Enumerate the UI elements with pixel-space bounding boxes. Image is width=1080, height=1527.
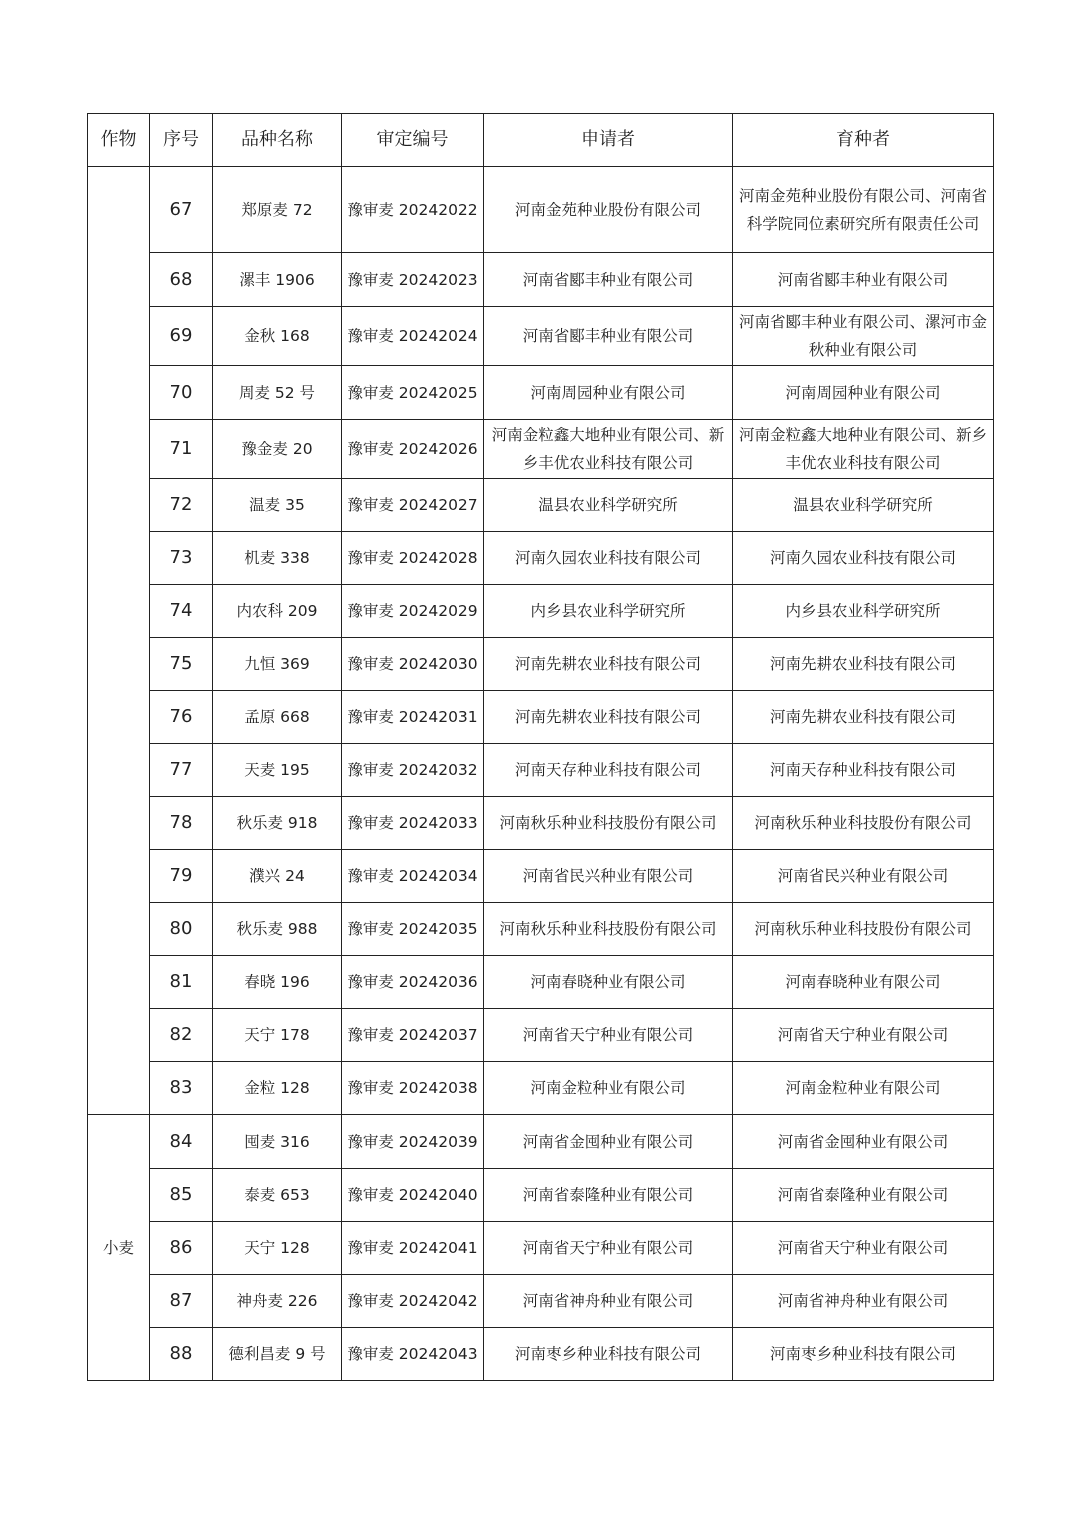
header-seq: 序号 [150, 114, 213, 167]
header-variety-name: 品种名称 [213, 114, 342, 167]
table-header-row [88, 114, 994, 167]
approval-code-cell: 豫审麦 20242034 [342, 850, 484, 903]
table-row [88, 1169, 994, 1222]
breeder-cell: 内乡县农业科学研究所 [733, 585, 994, 638]
breeder-cell: 河南周园种业有限公司 [733, 366, 994, 420]
seq-cell: 69 [150, 307, 213, 366]
seq-cell: 70 [150, 366, 213, 420]
seq-cell: 74 [150, 585, 213, 638]
approval-code-cell: 豫审麦 20242025 [342, 366, 484, 420]
seq-cell: 84 [150, 1115, 213, 1169]
applicant-cell: 河南秋乐种业科技股份有限公司 [484, 797, 733, 850]
variety-name-cell: 温麦 35 [213, 479, 342, 532]
table-row [88, 307, 994, 366]
applicant-cell: 河南省天宁种业有限公司 [484, 1009, 733, 1062]
breeder-cell: 河南久园农业科技有限公司 [733, 532, 994, 585]
seq-cell: 78 [150, 797, 213, 850]
applicant-cell: 河南省郾丰种业有限公司 [484, 253, 733, 307]
table-row [88, 1009, 994, 1062]
breeder-cell: 河南省天宁种业有限公司 [733, 1222, 994, 1275]
header-applicant: 申请者 [484, 114, 733, 167]
header-breeder: 育种者 [733, 114, 994, 167]
variety-name-cell: 豫金麦 20 [213, 420, 342, 479]
variety-name-cell: 漯丰 1906 [213, 253, 342, 307]
table-row [88, 167, 994, 253]
seq-cell: 68 [150, 253, 213, 307]
table-row [88, 420, 994, 479]
seq-cell: 83 [150, 1062, 213, 1115]
variety-name-cell: 金秋 168 [213, 307, 342, 366]
approval-code-cell: 豫审麦 20242033 [342, 797, 484, 850]
variety-name-cell: 郑原麦 72 [213, 167, 342, 253]
approval-code-cell: 豫审麦 20242024 [342, 307, 484, 366]
approval-code-cell: 豫审麦 20242022 [342, 167, 484, 253]
applicant-cell: 河南枣乡种业科技有限公司 [484, 1328, 733, 1381]
approval-code-cell: 豫审麦 20242039 [342, 1115, 484, 1169]
approval-code-cell: 豫审麦 20242040 [342, 1169, 484, 1222]
variety-name-cell: 秋乐麦 988 [213, 903, 342, 956]
approval-code-cell: 豫审麦 20242036 [342, 956, 484, 1009]
variety-name-cell: 秋乐麦 918 [213, 797, 342, 850]
applicant-cell: 河南周园种业有限公司 [484, 366, 733, 420]
seq-cell: 80 [150, 903, 213, 956]
table-row [88, 585, 994, 638]
header-approval-code: 审定编号 [342, 114, 484, 167]
breeder-cell: 河南金粒鑫大地种业有限公司、新乡丰优农业科技有限公司 [733, 420, 994, 479]
variety-name-cell: 机麦 338 [213, 532, 342, 585]
seq-cell: 81 [150, 956, 213, 1009]
table-row [88, 691, 994, 744]
table-row [88, 532, 994, 585]
approval-code-cell: 豫审麦 20242043 [342, 1328, 484, 1381]
seq-cell: 85 [150, 1169, 213, 1222]
applicant-cell: 河南春晓种业有限公司 [484, 956, 733, 1009]
variety-name-cell: 濮兴 24 [213, 850, 342, 903]
seq-cell: 79 [150, 850, 213, 903]
breeder-cell: 河南省天宁种业有限公司 [733, 1009, 994, 1062]
breeder-cell: 河南省泰隆种业有限公司 [733, 1169, 994, 1222]
breeder-cell: 河南秋乐种业科技股份有限公司 [733, 903, 994, 956]
table-row [88, 479, 994, 532]
table-row [88, 850, 994, 903]
seq-cell: 71 [150, 420, 213, 479]
approval-code-cell: 豫审麦 20242029 [342, 585, 484, 638]
breeder-cell: 河南金苑种业股份有限公司、河南省科学院同位素研究所有限责任公司 [733, 167, 994, 253]
approval-code-cell: 豫审麦 20242035 [342, 903, 484, 956]
approval-code-cell: 豫审麦 20242028 [342, 532, 484, 585]
crop-cell: 小麦 [88, 1115, 150, 1381]
table-row [88, 1062, 994, 1115]
breeder-cell: 河南先耕农业科技有限公司 [733, 691, 994, 744]
breeder-cell: 河南省神舟种业有限公司 [733, 1275, 994, 1328]
breeder-cell: 温县农业科学研究所 [733, 479, 994, 532]
applicant-cell: 河南天存种业科技有限公司 [484, 744, 733, 797]
table-row [88, 1275, 994, 1328]
breeder-cell: 河南春晓种业有限公司 [733, 956, 994, 1009]
variety-name-cell: 神舟麦 226 [213, 1275, 342, 1328]
applicant-cell: 河南省泰隆种业有限公司 [484, 1169, 733, 1222]
table-row [88, 744, 994, 797]
variety-name-cell: 天麦 195 [213, 744, 342, 797]
breeder-cell: 河南枣乡种业科技有限公司 [733, 1328, 994, 1381]
variety-name-cell: 九恒 369 [213, 638, 342, 691]
applicant-cell: 温县农业科学研究所 [484, 479, 733, 532]
seq-cell: 75 [150, 638, 213, 691]
seq-cell: 88 [150, 1328, 213, 1381]
approval-code-cell: 豫审麦 20242023 [342, 253, 484, 307]
variety-name-cell: 天宁 128 [213, 1222, 342, 1275]
seq-cell: 76 [150, 691, 213, 744]
table-row [88, 956, 994, 1009]
table-row [88, 366, 994, 420]
seq-cell: 72 [150, 479, 213, 532]
table-row [88, 253, 994, 307]
variety-name-cell: 春晓 196 [213, 956, 342, 1009]
breeder-cell: 河南秋乐种业科技股份有限公司 [733, 797, 994, 850]
variety-name-cell: 天宁 178 [213, 1009, 342, 1062]
applicant-cell: 河南先耕农业科技有限公司 [484, 638, 733, 691]
applicant-cell: 河南省郾丰种业有限公司 [484, 307, 733, 366]
applicant-cell: 河南省民兴种业有限公司 [484, 850, 733, 903]
variety-name-cell: 金粒 128 [213, 1062, 342, 1115]
seq-cell: 67 [150, 167, 213, 253]
approval-code-cell: 豫审麦 20242042 [342, 1275, 484, 1328]
seq-cell: 73 [150, 532, 213, 585]
table-row [88, 1115, 994, 1169]
table-row [88, 797, 994, 850]
applicant-cell: 河南金粒种业有限公司 [484, 1062, 733, 1115]
variety-name-cell: 周麦 52 号 [213, 366, 342, 420]
table-row [88, 1222, 994, 1275]
applicant-cell: 河南省天宁种业有限公司 [484, 1222, 733, 1275]
applicant-cell: 河南久园农业科技有限公司 [484, 532, 733, 585]
variety-name-cell: 德利昌麦 9 号 [213, 1328, 342, 1381]
applicant-cell: 河南金粒鑫大地种业有限公司、新乡丰优农业科技有限公司 [484, 420, 733, 479]
variety-name-cell: 孟原 668 [213, 691, 342, 744]
breeder-cell: 河南省民兴种业有限公司 [733, 850, 994, 903]
approval-code-cell: 豫审麦 20242041 [342, 1222, 484, 1275]
breeder-cell: 河南先耕农业科技有限公司 [733, 638, 994, 691]
applicant-cell: 河南省神舟种业有限公司 [484, 1275, 733, 1328]
breeder-cell: 河南省金囤种业有限公司 [733, 1115, 994, 1169]
applicant-cell: 河南先耕农业科技有限公司 [484, 691, 733, 744]
approval-code-cell: 豫审麦 20242032 [342, 744, 484, 797]
approval-code-cell: 豫审麦 20242038 [342, 1062, 484, 1115]
table-row [88, 903, 994, 956]
variety-name-cell: 囤麦 316 [213, 1115, 342, 1169]
breeder-cell: 河南天存种业科技有限公司 [733, 744, 994, 797]
approval-code-cell: 豫审麦 20242031 [342, 691, 484, 744]
applicant-cell: 河南省金囤种业有限公司 [484, 1115, 733, 1169]
breeder-cell: 河南省郾丰种业有限公司 [733, 253, 994, 307]
breeder-cell: 河南金粒种业有限公司 [733, 1062, 994, 1115]
applicant-cell: 内乡县农业科学研究所 [484, 585, 733, 638]
table-body [88, 167, 994, 1381]
seq-cell: 82 [150, 1009, 213, 1062]
approval-code-cell: 豫审麦 20242037 [342, 1009, 484, 1062]
table-row [88, 638, 994, 691]
table-row [88, 1328, 994, 1381]
approval-code-cell: 豫审麦 20242030 [342, 638, 484, 691]
applicant-cell: 河南秋乐种业科技股份有限公司 [484, 903, 733, 956]
variety-approval-table [87, 113, 994, 1381]
approval-code-cell: 豫审麦 20242027 [342, 479, 484, 532]
variety-name-cell: 泰麦 653 [213, 1169, 342, 1222]
seq-cell: 77 [150, 744, 213, 797]
seq-cell: 86 [150, 1222, 213, 1275]
header-crop: 作物 [88, 114, 150, 167]
applicant-cell: 河南金苑种业股份有限公司 [484, 167, 733, 253]
seq-cell: 87 [150, 1275, 213, 1328]
crop-cell-upper [88, 167, 150, 1115]
variety-name-cell: 内农科 209 [213, 585, 342, 638]
breeder-cell: 河南省郾丰种业有限公司、漯河市金秋种业有限公司 [733, 307, 994, 366]
approval-code-cell: 豫审麦 20242026 [342, 420, 484, 479]
variety-table-container [87, 113, 993, 1381]
